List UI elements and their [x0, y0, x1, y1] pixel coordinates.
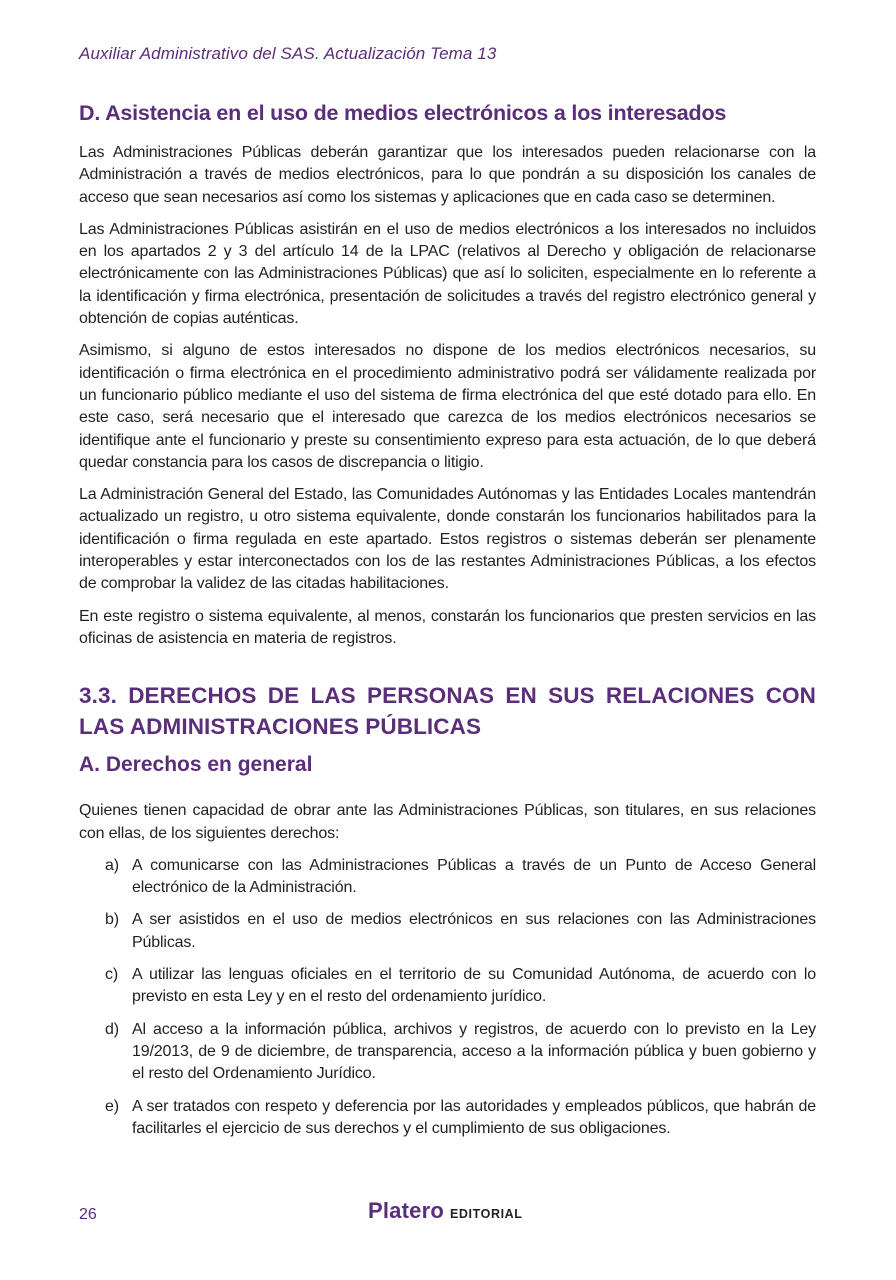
list-marker: d) — [105, 1020, 119, 1038]
list-item — [79, 1096, 816, 1141]
list-marker: b) — [105, 911, 119, 929]
section-d-heading: D. Asistencia en el uso de medios electrónicos a los interesados — [79, 101, 727, 125]
list-item-text: A utilizar las lenguas oficiales en el territorio de su Comunidad Autónoma, de acuerdo con lo previsto en esta Ley y en el resto del ordenamiento jurídico. — [132, 966, 816, 1006]
paragraph: En este registro o sistema equivalente, al menos, constarán los funcionarios que presten servicios en las oficinas de asistencia en materia de registros. — [79, 607, 816, 647]
list-marker: c) — [105, 966, 119, 984]
paragraph: Las Administraciones Públicas deberán garantizar que los interesados pueden relacionarse con la Administración a través de medios electrónicos, para lo que pondrán a su disposición los canales de acceso que sean necesarios así como los sistemas y aplicaciones que en cada caso se determinen. — [79, 144, 816, 206]
list-item — [79, 1019, 816, 1086]
paragraph: Asimismo, si alguno de estos interesados no dispone de los medios electrónicos necesarios, su identificación o firma electrónica en el procedimiento administrativo podrá ser válidamente realizada por un funcionario público mediante el uso del sistema de firma electrónica del que esté dotado para ello. En este caso, será necesario que el interesado que carezca de los medios electrónicos necesarios se identifique ante el funcionario y preste su consentimiento expreso para esta actuación, de lo que deberá quedar constancia para los casos de discrepancia o litigio. — [79, 342, 816, 471]
publisher-logo — [368, 1198, 523, 1224]
list-marker: a) — [105, 856, 119, 874]
section-a-heading: A. Derechos en general — [79, 753, 313, 777]
list-item — [79, 964, 816, 1009]
paragraph: Las Administraciones Públicas asistirán en el uso de medios electrónicos a los interesados no incluidos en los apartados 2 y 3 del artículo 14 de la LPAC (relativos al Derecho y obligación de relacionarse electrónicamente con las Administraciones Públicas) que así lo soliciten, especialmente en lo referente a la identificación y firma electrónica, presentación de solicitudes a través del registro electrónico general y obtención de copias auténticas. — [79, 220, 816, 328]
section-3-3-heading: 3.3. DERECHOS DE LAS PERSONAS EN SUS RELACIONES CON LAS ADMINISTRACIONES PÚBLICAS — [79, 683, 816, 740]
page-number: 26 — [79, 1206, 97, 1223]
list-item — [79, 855, 816, 900]
list-item — [79, 909, 816, 954]
list-item-text: A ser asistidos en el uso de medios electrónicos en sus relaciones con las Administraciones Públicas. — [132, 911, 816, 951]
running-header: Auxiliar Administrativo del SAS. Actualización Tema 13 — [79, 44, 497, 63]
page-content — [79, 98, 816, 1150]
rights-intro: Quienes tienen capacidad de obrar ante las Administraciones Públicas, son titulares, en sus relaciones con ellas, de los siguientes derechos: — [79, 802, 816, 842]
paragraph: La Administración General del Estado, las Comunidades Autónomas y las Entidades Locales mantendrán actualizado un registro, u otro sistema equivalente, donde constarán los funcionarios habilitados para la identificación o firma regulada en este apartado. Estos registros o sistemas deberán ser plenamente interoperables y estar interconectados con los de las restantes Administraciones Públicas, a los efectos de comprobar la validez de las citadas habilitaciones. — [79, 486, 816, 593]
list-item-text: A comunicarse con las Administraciones Públicas a través de un Punto de Acceso General electrónico de la Administración. — [132, 856, 816, 897]
publisher-name: Platero — [368, 1198, 444, 1223]
list-marker: e) — [105, 1097, 119, 1115]
publisher-suffix: EDITORIAL — [449, 1207, 523, 1221]
list-item-text: A ser tratados con respeto y deferencia por las autoridades y empleados públicos, que habrán de facilitarles el ejercicio de sus derechos y el cumplimiento de sus obligaciones. — [132, 1097, 816, 1137]
rights-list — [79, 855, 816, 1140]
list-item-text: Al acceso a la información pública, archivos y registros, de acuerdo con lo previsto en la Ley 19/2013, de 9 de diciembre, de transparencia, acceso a la información pública y buen gobierno y el resto del Ordenamiento Jurídico. — [132, 1020, 816, 1083]
page-footer — [0, 1196, 896, 1236]
